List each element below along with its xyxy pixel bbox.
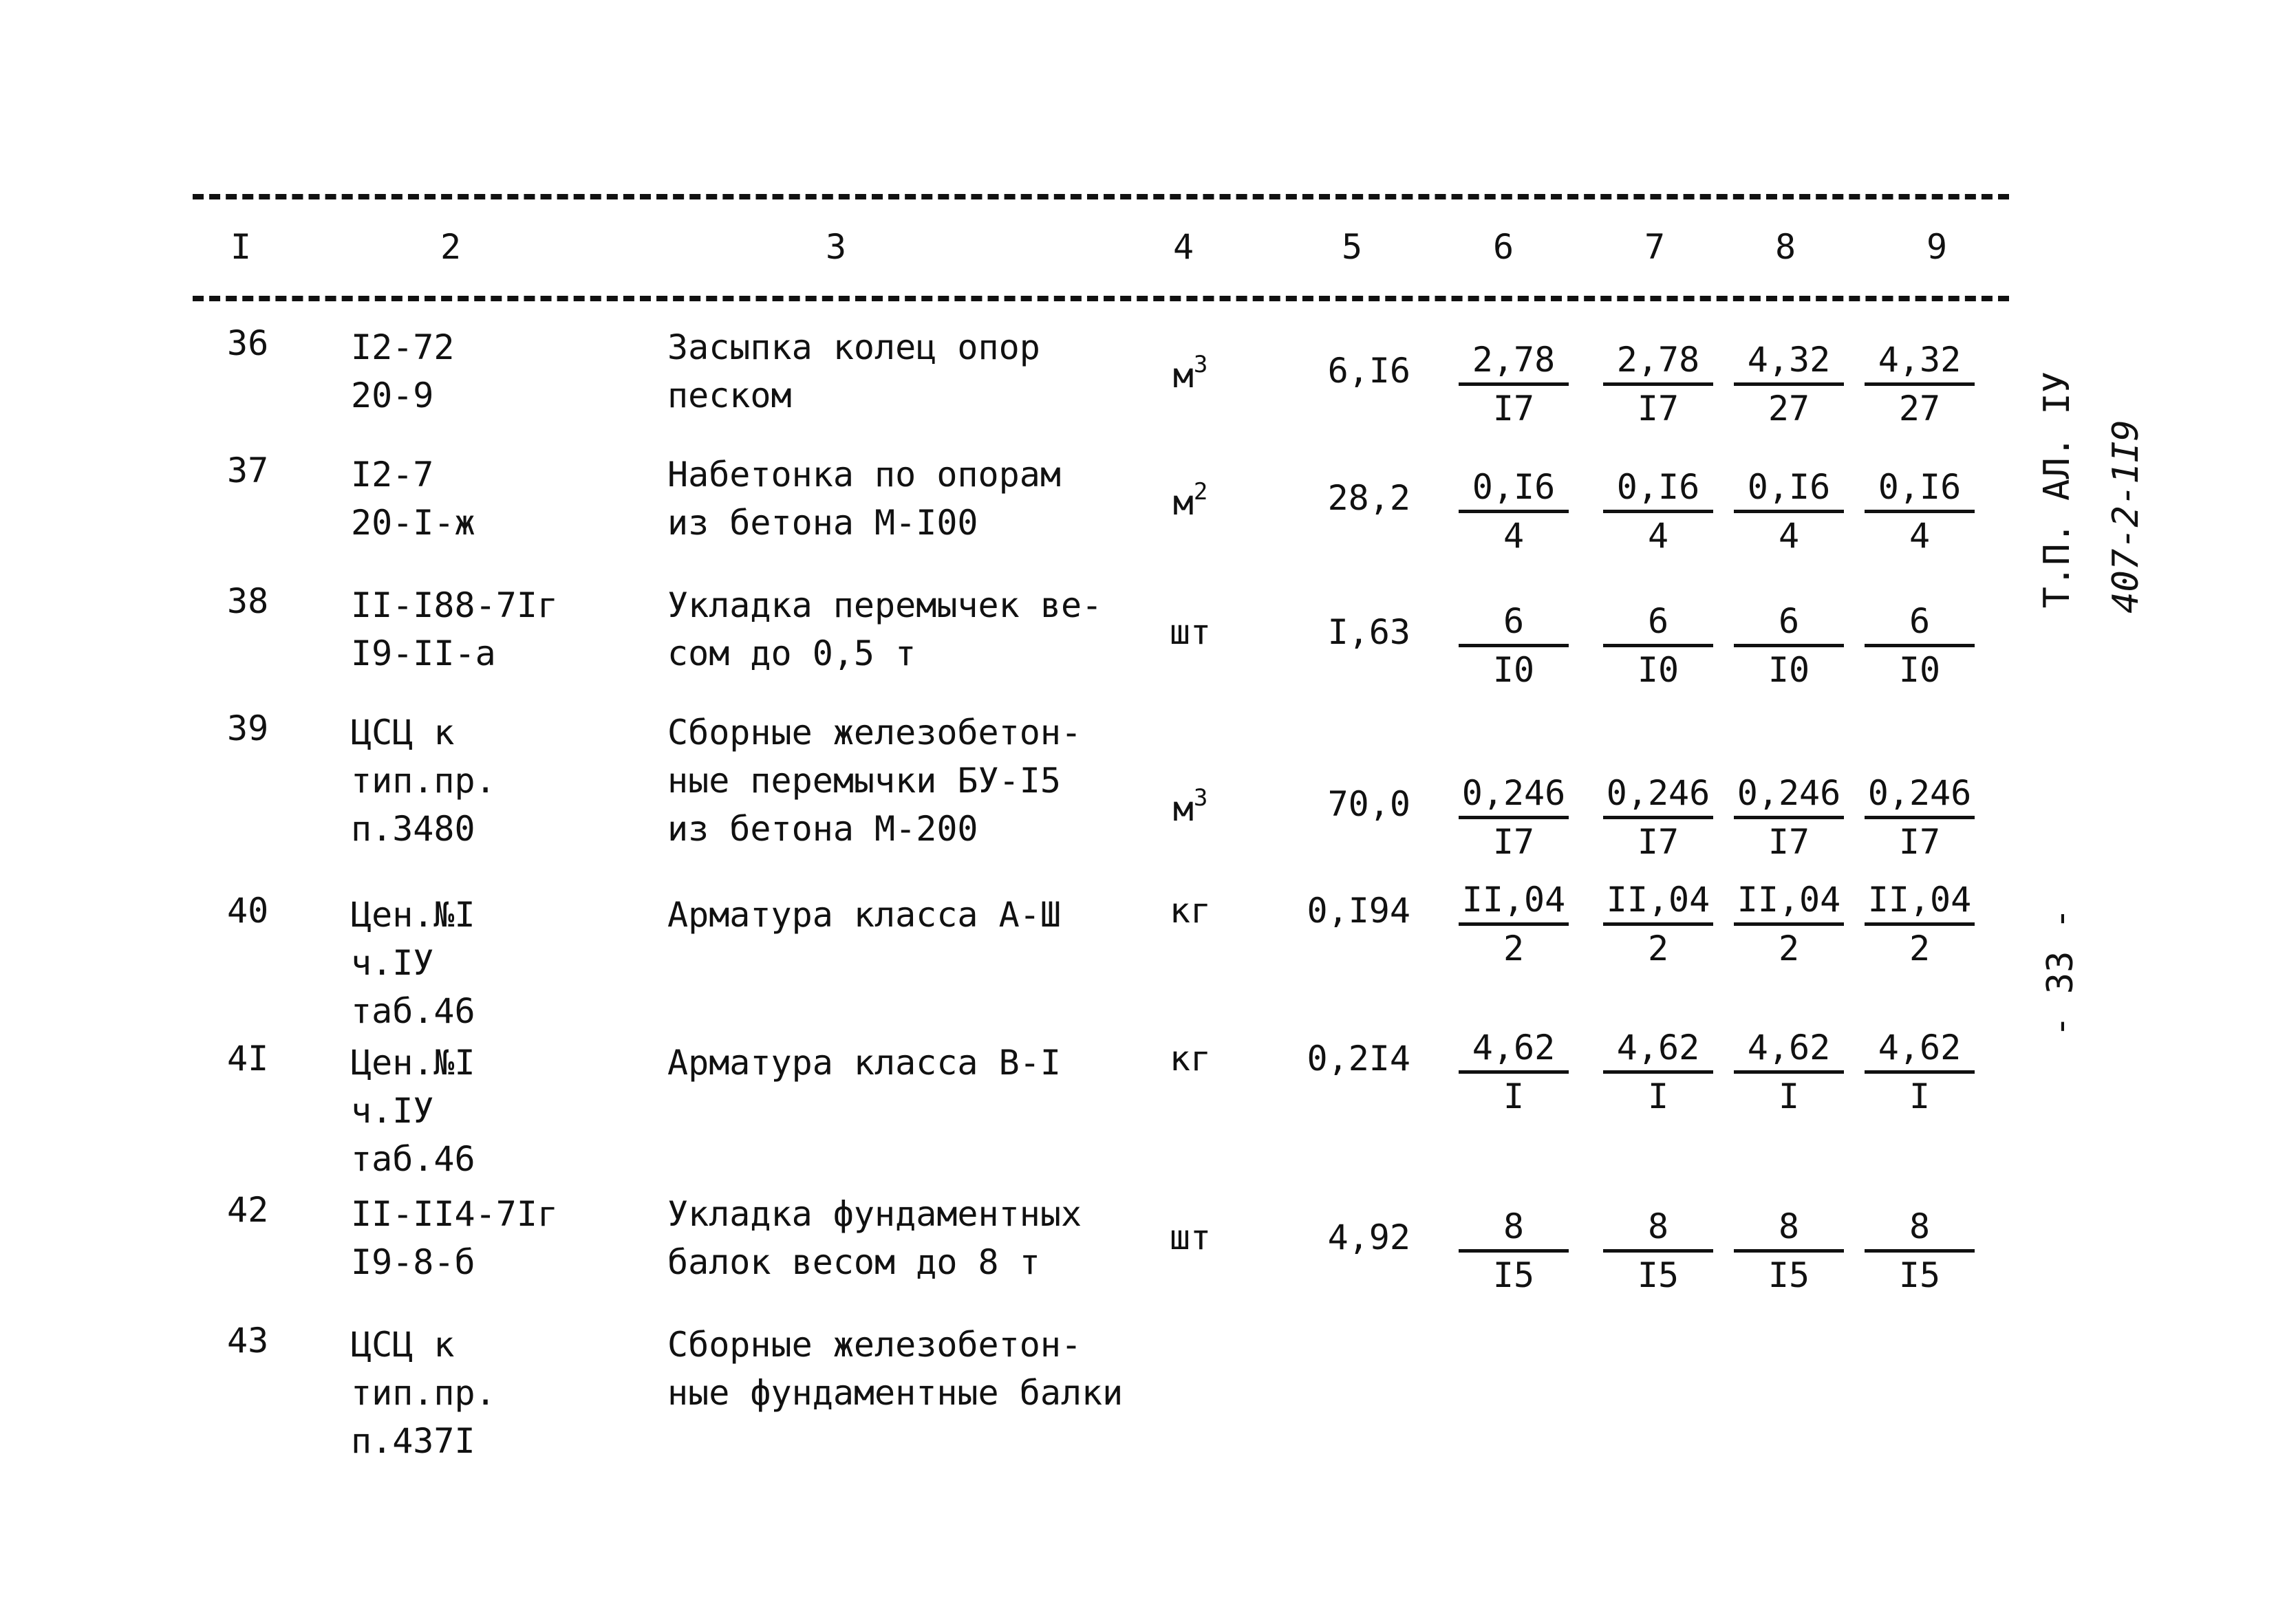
fraction-numerator: 6 <box>1734 598 1844 647</box>
row-fraction-col-7 <box>1603 770 1713 865</box>
column-header-8: 8 <box>1774 227 1796 267</box>
fraction-denominator: I7 <box>1898 822 1941 862</box>
fraction-numerator: 0,I6 <box>1734 464 1844 513</box>
side-page-number: - 33 - <box>2040 908 2081 1037</box>
row-fraction-col-6 <box>1459 877 1569 971</box>
row-number: 38 <box>227 581 269 621</box>
row-quantity: 4,92 <box>1327 1217 1410 1257</box>
column-header-4: 4 <box>1172 227 1194 267</box>
row-unit-text: кг <box>1169 1039 1212 1079</box>
fraction-numerator: II,04 <box>1865 877 1975 926</box>
row-fraction-col-7 <box>1603 598 1713 693</box>
row-fraction-col-6 <box>1459 1025 1569 1119</box>
column-header-9: 9 <box>1926 227 1948 267</box>
fraction-numerator: 0,246 <box>1734 770 1844 819</box>
fraction-numerator: 0,246 <box>1459 770 1569 819</box>
fraction-denominator: 27 <box>1768 389 1810 429</box>
row-fraction-col-9 <box>1865 877 1975 971</box>
row-quantity: 70,0 <box>1327 784 1410 824</box>
fraction-denominator: 2 <box>1503 929 1525 968</box>
row-fraction-col-7 <box>1603 1025 1713 1119</box>
row-unit-exponent: 2 <box>1193 478 1208 506</box>
row-quantity: 0,2I4 <box>1307 1039 1410 1079</box>
row-fraction-col-6 <box>1459 337 1569 431</box>
fraction-denominator: I <box>1778 1076 1800 1116</box>
row-quantity: 28,2 <box>1327 478 1410 518</box>
fraction-numerator: 0,246 <box>1603 770 1713 819</box>
row-unit <box>1135 1217 1245 1257</box>
row-fraction-col-6 <box>1459 1204 1569 1298</box>
fraction-denominator: 4 <box>1778 516 1800 556</box>
row-fraction-col-9 <box>1865 337 1975 431</box>
fraction-denominator: I0 <box>1768 650 1810 690</box>
row-fraction-col-7 <box>1603 877 1713 971</box>
row-unit <box>1135 784 1245 829</box>
row-number: 36 <box>227 323 269 363</box>
row-unit <box>1135 1039 1245 1079</box>
row-norm-code: I2-7 20-I-ж <box>351 455 475 543</box>
fraction-denominator: I <box>1647 1076 1669 1116</box>
fraction-denominator: I <box>1909 1076 1931 1116</box>
row-quantity: 6,I6 <box>1327 351 1410 391</box>
fraction-numerator: 6 <box>1603 598 1713 647</box>
fraction-denominator: I7 <box>1768 822 1810 862</box>
row-fraction-col-9 <box>1865 1025 1975 1119</box>
fraction-denominator: I0 <box>1492 650 1535 690</box>
row-fraction-col-9 <box>1865 464 1975 559</box>
fraction-denominator: 27 <box>1898 389 1941 429</box>
side-sheet-number: 407-2-1I9 <box>2105 420 2147 614</box>
row-norm-code: I2-72 20-9 <box>351 327 455 415</box>
fraction-numerator: 6 <box>1459 598 1569 647</box>
fraction-denominator: I5 <box>1637 1255 1679 1295</box>
row-unit <box>1135 478 1245 523</box>
row-quantity: 0,I94 <box>1307 891 1410 931</box>
row-number: 39 <box>227 708 269 748</box>
fraction-numerator: 0,I6 <box>1865 464 1975 513</box>
row-description: Арматура класса В-I <box>667 1043 1061 1083</box>
fraction-denominator: I <box>1503 1076 1525 1116</box>
row-norm-code: ЦСЦ к тип.пр. п.3480 <box>351 713 496 849</box>
row-unit-text: шт <box>1169 612 1212 652</box>
fraction-denominator: I7 <box>1637 389 1679 429</box>
row-description: Укладка перемычек ве- сом до 0,5 т <box>667 585 1103 673</box>
fraction-denominator: I7 <box>1637 822 1679 862</box>
row-unit <box>1135 351 1245 396</box>
row-fraction-col-6 <box>1459 598 1569 693</box>
row-fraction-col-8 <box>1734 770 1844 865</box>
row-fraction-col-6 <box>1459 464 1569 559</box>
fraction-numerator: 0,I6 <box>1603 464 1713 513</box>
row-fraction-col-6 <box>1459 770 1569 865</box>
row-fraction-col-7 <box>1603 337 1713 431</box>
row-norm-code: II-II4-7Iг I9-8-б <box>351 1194 559 1282</box>
fraction-numerator: 4,62 <box>1865 1025 1975 1074</box>
fraction-numerator: 2,78 <box>1603 337 1713 386</box>
row-fraction-col-7 <box>1603 464 1713 559</box>
column-header-3: 3 <box>825 227 847 267</box>
fraction-numerator: 8 <box>1734 1204 1844 1253</box>
fraction-numerator: 0,246 <box>1865 770 1975 819</box>
fraction-denominator: 2 <box>1778 929 1800 968</box>
fraction-numerator: 8 <box>1603 1204 1713 1253</box>
row-description: Засыпка колец опор песком <box>667 327 1040 415</box>
fraction-numerator: 4,62 <box>1734 1025 1844 1074</box>
row-norm-code: II-I88-7Iг I9-II-а <box>351 585 559 673</box>
row-unit-exponent: 3 <box>1193 351 1208 378</box>
fraction-denominator: 2 <box>1647 929 1669 968</box>
row-number: 37 <box>227 451 269 490</box>
row-fraction-col-8 <box>1734 877 1844 971</box>
fraction-denominator: 4 <box>1647 516 1669 556</box>
fraction-denominator: 4 <box>1503 516 1525 556</box>
row-description: Арматура класса А-Ш <box>667 895 1061 935</box>
row-fraction-col-9 <box>1865 770 1975 865</box>
column-header-2: 2 <box>440 227 462 267</box>
row-norm-code: Цен.№I ч.IУ таб.46 <box>351 1043 475 1179</box>
row-norm-code: ЦСЦ к тип.пр. п.437I <box>351 1325 496 1461</box>
fraction-denominator: I0 <box>1898 650 1941 690</box>
column-header-7: 7 <box>1644 227 1666 267</box>
row-unit-text: м <box>1172 356 1194 396</box>
row-unit <box>1135 891 1245 931</box>
row-norm-code: Цен.№I ч.IУ таб.46 <box>351 895 475 1031</box>
fraction-denominator: 2 <box>1909 929 1931 968</box>
fraction-numerator: 4,62 <box>1603 1025 1713 1074</box>
fraction-numerator: 4,62 <box>1459 1025 1569 1074</box>
fraction-denominator: I7 <box>1492 389 1535 429</box>
fraction-numerator: 8 <box>1459 1204 1569 1253</box>
fraction-numerator: 8 <box>1865 1204 1975 1253</box>
row-fraction-col-9 <box>1865 598 1975 693</box>
row-fraction-col-8 <box>1734 1025 1844 1119</box>
row-unit-text: шт <box>1169 1217 1212 1257</box>
row-fraction-col-8 <box>1734 464 1844 559</box>
row-number: 43 <box>227 1321 269 1361</box>
row-unit-text: м <box>1172 483 1194 523</box>
fraction-numerator: 4,32 <box>1734 337 1844 386</box>
fraction-numerator: 0,I6 <box>1459 464 1569 513</box>
row-description: Укладка фундаментных балок весом до 8 т <box>667 1194 1082 1282</box>
header-top-dashed-rule <box>193 194 2009 199</box>
fraction-denominator: I5 <box>1768 1255 1810 1295</box>
fraction-denominator: 4 <box>1909 516 1931 556</box>
row-quantity: I,63 <box>1327 612 1410 652</box>
row-fraction-col-8 <box>1734 1204 1844 1298</box>
fraction-denominator: I0 <box>1637 650 1679 690</box>
fraction-numerator: 4,32 <box>1865 337 1975 386</box>
column-header-1: I <box>230 227 252 267</box>
row-description: Набетонка по опорам из бетона М-I00 <box>667 455 1061 543</box>
row-description: Сборные железобетон- ные фундаментные балки <box>667 1325 1124 1413</box>
column-header-5: 5 <box>1341 227 1363 267</box>
fraction-denominator: I7 <box>1492 822 1535 862</box>
row-fraction-col-8 <box>1734 337 1844 431</box>
row-unit-exponent: 3 <box>1193 784 1208 812</box>
fraction-numerator: 6 <box>1865 598 1975 647</box>
header-bottom-dashed-rule <box>193 296 2009 301</box>
row-fraction-col-8 <box>1734 598 1844 693</box>
row-unit-text: м <box>1172 789 1194 829</box>
row-number: 4I <box>227 1039 269 1079</box>
fraction-numerator: II,04 <box>1734 877 1844 926</box>
side-doc-code: Т.П. АЛ. IУ <box>2037 371 2078 609</box>
column-header-6: 6 <box>1492 227 1514 267</box>
fraction-numerator: 2,78 <box>1459 337 1569 386</box>
fraction-denominator: I5 <box>1492 1255 1535 1295</box>
row-unit <box>1135 612 1245 652</box>
row-description: Сборные железобетон- ные перемычки БУ-I5 из бетона М-200 <box>667 713 1082 849</box>
row-fraction-col-7 <box>1603 1204 1713 1298</box>
row-fraction-col-9 <box>1865 1204 1975 1298</box>
row-number: 40 <box>227 891 269 931</box>
fraction-denominator: I5 <box>1898 1255 1941 1295</box>
row-number: 42 <box>227 1190 269 1230</box>
fraction-numerator: II,04 <box>1459 877 1569 926</box>
fraction-numerator: II,04 <box>1603 877 1713 926</box>
row-unit-text: кг <box>1169 891 1212 931</box>
